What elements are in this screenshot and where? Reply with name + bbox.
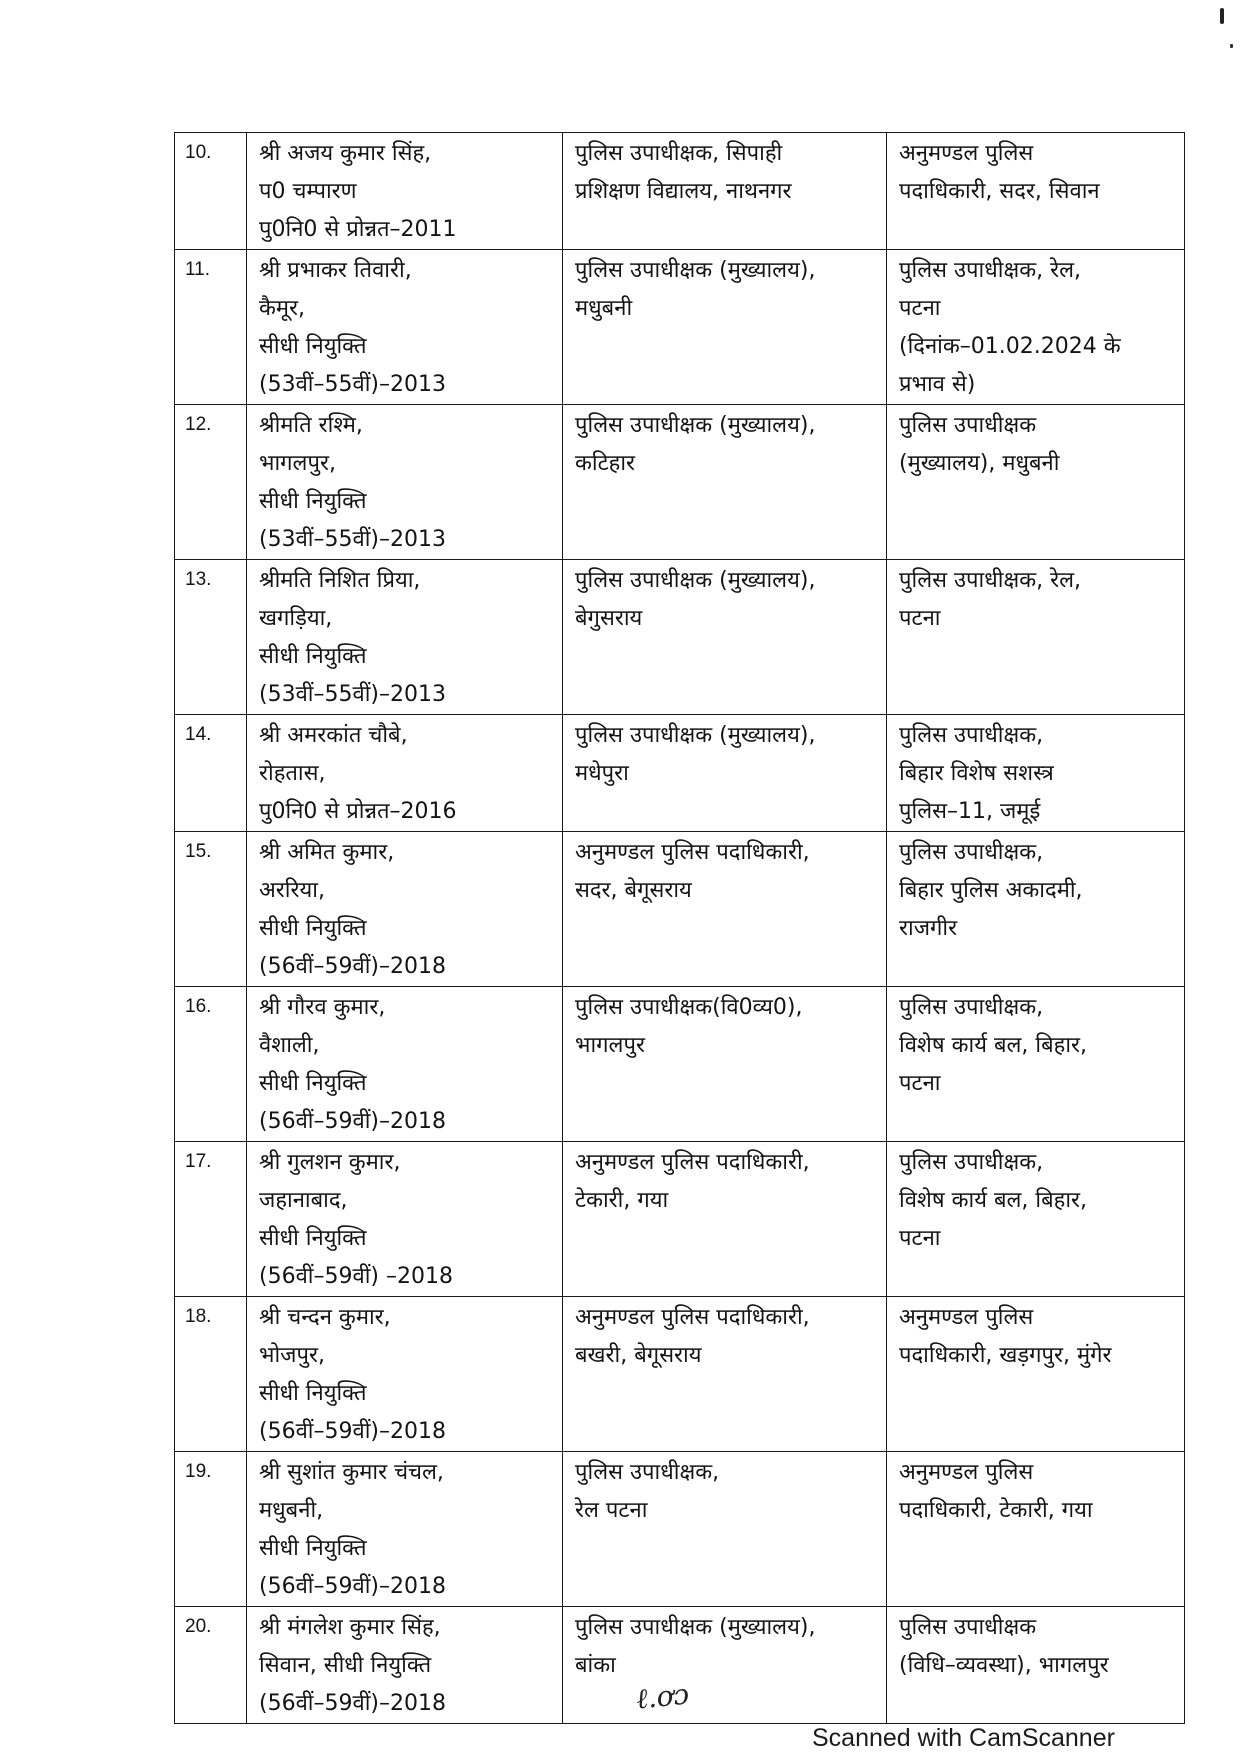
current-posting-line: कटिहार <box>575 451 636 476</box>
new-posting-cell <box>887 405 1185 560</box>
new-posting-line: विशेष कार्य बल, बिहार, <box>899 1188 1088 1213</box>
officer-details-line: (56वीं–59वीं)–2018 <box>259 1574 447 1599</box>
current-posting-line: अनुमण्डल पुलिस पदाधिकारी, <box>575 840 810 865</box>
officer-details-line: मधुबनी, <box>259 1498 324 1523</box>
new-posting-line: पुलिस उपाधीक्षक, रेल, <box>899 258 1082 283</box>
officer-details-line: (56वीं–59वीं) –2018 <box>259 1264 453 1289</box>
new-posting-line: पटना <box>899 1071 941 1096</box>
new-posting-line: (विधि–व्यवस्था), भागलपुर <box>899 1653 1109 1678</box>
new-posting-line: पुलिस–11, जमूई <box>899 799 1041 824</box>
new-posting-line: पुलिस उपाधीक्षक, <box>899 723 1044 748</box>
current-posting-line: पुलिस उपाधीक्षक, सिपाही <box>575 141 783 166</box>
current-posting-line: पुलिस उपाधीक्षक (मुख्यालय), <box>575 413 816 438</box>
new-posting-line: पटना <box>899 1226 941 1251</box>
current-posting-line: बेगुसराय <box>575 606 643 631</box>
current-posting-cell <box>563 133 887 250</box>
officer-details-line: सीधी नियुक्ति <box>259 489 367 514</box>
new-posting-cell <box>887 1607 1185 1724</box>
officer-details-line: श्री अजय कुमार सिंह, <box>259 141 432 166</box>
new-posting-cell <box>887 560 1185 715</box>
new-posting-line: बिहार पुलिस अकादमी, <box>899 878 1083 903</box>
officer-details-line: खगड़िया, <box>259 606 333 631</box>
officer-details-line: पु0नि0 से प्रोन्नत–2011 <box>259 217 457 242</box>
new-posting-line: अनुमण्डल पुलिस <box>899 1305 1034 1330</box>
serial-number: 10. <box>175 133 247 250</box>
table-row <box>175 1142 1185 1297</box>
new-posting-line: पुलिस उपाधीक्षक <box>899 1615 1037 1640</box>
serial-number: 13. <box>175 560 247 715</box>
new-posting-line: (मुख्यालय), मधुबनी <box>899 451 1060 476</box>
officer-details-line: (56वीं–59वीं)–2018 <box>259 1109 447 1134</box>
officer-details-cell <box>247 987 563 1142</box>
scan-speck <box>1220 8 1224 24</box>
current-posting-line: पुलिस उपाधीक्षक (मुख्यालय), <box>575 568 816 593</box>
current-posting-line: भागलपुर <box>575 1033 645 1058</box>
new-posting-line: पटना <box>899 296 941 321</box>
new-posting-line: पदाधिकारी, सदर, सिवान <box>899 179 1100 204</box>
current-posting-line: प्रशिक्षण विद्यालय, नाथनगर <box>575 179 792 204</box>
officer-details-line: श्री सुशांत कुमार चंचल, <box>259 1460 444 1485</box>
officer-details-cell <box>247 1142 563 1297</box>
officer-details-line: सीधी नियुक्ति <box>259 1071 367 1096</box>
officer-details-line: (53वीं–55वीं)–2013 <box>259 372 447 397</box>
officer-details-line: सीधी नियुक्ति <box>259 1381 367 1406</box>
new-posting-cell <box>887 715 1185 832</box>
table-row <box>175 715 1185 832</box>
current-posting-cell <box>563 1297 887 1452</box>
new-posting-cell <box>887 1452 1185 1607</box>
transfer-table-body <box>175 133 1185 1724</box>
officer-details-line: सीधी नियुक्ति <box>259 916 367 941</box>
current-posting-line: पुलिस उपाधीक्षक (मुख्यालय), <box>575 723 816 748</box>
new-posting-cell <box>887 133 1185 250</box>
officer-details-line: श्री अमित कुमार, <box>259 840 395 865</box>
new-posting-cell <box>887 987 1185 1142</box>
current-posting-cell <box>563 560 887 715</box>
new-posting-line: पुलिस उपाधीक्षक, <box>899 840 1044 865</box>
current-posting-line: टेकारी, गया <box>575 1188 669 1213</box>
new-posting-line: विशेष कार्य बल, बिहार, <box>899 1033 1088 1058</box>
officer-details-cell <box>247 715 563 832</box>
table-row <box>175 832 1185 987</box>
officer-details-cell <box>247 560 563 715</box>
serial-number: 18. <box>175 1297 247 1452</box>
officer-details-line: सीधी नियुक्ति <box>259 1536 367 1561</box>
officer-details-line: सीधी नियुक्ति <box>259 644 367 669</box>
new-posting-cell <box>887 1297 1185 1452</box>
serial-number: 19. <box>175 1452 247 1607</box>
new-posting-line: पदाधिकारी, टेकारी, गया <box>899 1498 1093 1523</box>
current-posting-cell <box>563 1452 887 1607</box>
officer-details-cell <box>247 832 563 987</box>
officer-details-cell <box>247 405 563 560</box>
officer-details-line: भोजपुर, <box>259 1343 325 1368</box>
new-posting-line: (दिनांक–01.02.2024 के <box>899 334 1121 359</box>
current-posting-line: मधेपुरा <box>575 761 629 786</box>
transfer-table <box>174 132 1185 1724</box>
serial-number: 12. <box>175 405 247 560</box>
officer-details-line: सीधी नियुक्ति <box>259 334 367 359</box>
new-posting-line: पुलिस उपाधीक्षक, <box>899 1150 1044 1175</box>
table-row <box>175 560 1185 715</box>
scan-speck <box>1230 44 1233 48</box>
current-posting-cell <box>563 715 887 832</box>
officer-details-line: पु0नि0 से प्रोन्नत–2016 <box>259 799 457 824</box>
current-posting-line: बखरी, बेगूसराय <box>575 1343 702 1368</box>
camscanner-watermark: Scanned with CamScanner <box>812 1724 1115 1752</box>
current-posting-line: पुलिस उपाधीक्षक (मुख्यालय), <box>575 258 816 283</box>
current-posting-line: अनुमण्डल पुलिस पदाधिकारी, <box>575 1305 810 1330</box>
current-posting-cell <box>563 832 887 987</box>
new-posting-cell <box>887 832 1185 987</box>
serial-number: 20. <box>175 1607 247 1724</box>
officer-details-line: रोहतास, <box>259 761 326 786</box>
officer-details-line: श्री प्रभाकर तिवारी, <box>259 258 412 283</box>
serial-number: 17. <box>175 1142 247 1297</box>
new-posting-line: अनुमण्डल पुलिस <box>899 1460 1034 1485</box>
new-posting-cell <box>887 250 1185 405</box>
new-posting-line: पुलिस उपाधीक्षक, <box>899 995 1044 1020</box>
officer-details-line: कैमूर, <box>259 296 306 321</box>
current-posting-line: अनुमण्डल पुलिस पदाधिकारी, <box>575 1150 810 1175</box>
current-posting-line: पुलिस उपाधीक्षक(वि0व्य0), <box>575 995 803 1020</box>
serial-number: 16. <box>175 987 247 1142</box>
current-posting-line: मधुबनी <box>575 296 633 321</box>
new-posting-line: बिहार विशेष सशस्त्र <box>899 761 1054 786</box>
current-posting-line: रेल पटना <box>575 1498 648 1523</box>
officer-details-line: श्री मंगलेश कुमार सिंह, <box>259 1615 441 1640</box>
new-posting-line: अनुमण्डल पुलिस <box>899 141 1034 166</box>
new-posting-line: पदाधिकारी, खड़गपुर, मुंगेर <box>899 1343 1112 1368</box>
officer-details-cell <box>247 1452 563 1607</box>
officer-details-line: वैशाली, <box>259 1033 320 1058</box>
signature-mark: ℓ.ơɔ <box>634 1677 691 1716</box>
officer-details-cell <box>247 133 563 250</box>
officer-details-line: (56वीं–59वीं)–2018 <box>259 1691 447 1716</box>
current-posting-cell <box>563 250 887 405</box>
officer-details-line: श्री गौरव कुमार, <box>259 995 386 1020</box>
officer-details-line: श्रीमति रश्मि, <box>259 413 363 438</box>
officer-details-line: प0 चम्पारण <box>259 179 357 204</box>
new-posting-line: पटना <box>899 606 941 631</box>
officer-details-line: श्री गुलशन कुमार, <box>259 1150 401 1175</box>
current-posting-cell <box>563 1607 887 1724</box>
current-posting-line: पुलिस उपाधीक्षक, <box>575 1460 720 1485</box>
officer-details-cell <box>247 1607 563 1724</box>
officer-details-line: सीधी नियुक्ति <box>259 1226 367 1251</box>
officer-details-cell <box>247 250 563 405</box>
officer-details-line: श्रीमति निशित प्रिया, <box>259 568 421 593</box>
new-posting-line: पुलिस उपाधीक्षक, रेल, <box>899 568 1082 593</box>
current-posting-line: सदर, बेगूसराय <box>575 878 692 903</box>
table-row <box>175 1297 1185 1452</box>
officer-details-cell <box>247 1297 563 1452</box>
current-posting-cell <box>563 987 887 1142</box>
officer-details-line: (53वीं–55वीं)–2013 <box>259 682 447 707</box>
officer-details-line: अररिया, <box>259 878 325 903</box>
table-row <box>175 987 1185 1142</box>
officer-details-line: श्री अमरकांत चौबे, <box>259 723 408 748</box>
new-posting-line: राजगीर <box>899 916 958 941</box>
new-posting-line: पुलिस उपाधीक्षक <box>899 413 1037 438</box>
officer-details-line: सिवान, सीधी नियुक्ति <box>259 1653 432 1678</box>
table-row <box>175 1452 1185 1607</box>
table-row <box>175 133 1185 250</box>
serial-number: 11. <box>175 250 247 405</box>
serial-number: 14. <box>175 715 247 832</box>
new-posting-cell <box>887 1142 1185 1297</box>
current-posting-cell <box>563 405 887 560</box>
serial-number: 15. <box>175 832 247 987</box>
officer-details-line: जहानाबाद, <box>259 1188 348 1213</box>
current-posting-cell <box>563 1142 887 1297</box>
officer-details-line: (53वीं–55वीं)–2013 <box>259 527 447 552</box>
current-posting-line: बांका <box>575 1653 616 1678</box>
officer-details-line: भागलपुर, <box>259 451 336 476</box>
table-row <box>175 250 1185 405</box>
table-row <box>175 405 1185 560</box>
officer-details-line: श्री चन्दन कुमार, <box>259 1305 391 1330</box>
officer-details-line: (56वीं–59वीं)–2018 <box>259 954 447 979</box>
new-posting-line: प्रभाव से) <box>899 372 976 397</box>
current-posting-line: पुलिस उपाधीक्षक (मुख्यालय), <box>575 1615 816 1640</box>
officer-details-line: (56वीं–59वीं)–2018 <box>259 1419 447 1444</box>
